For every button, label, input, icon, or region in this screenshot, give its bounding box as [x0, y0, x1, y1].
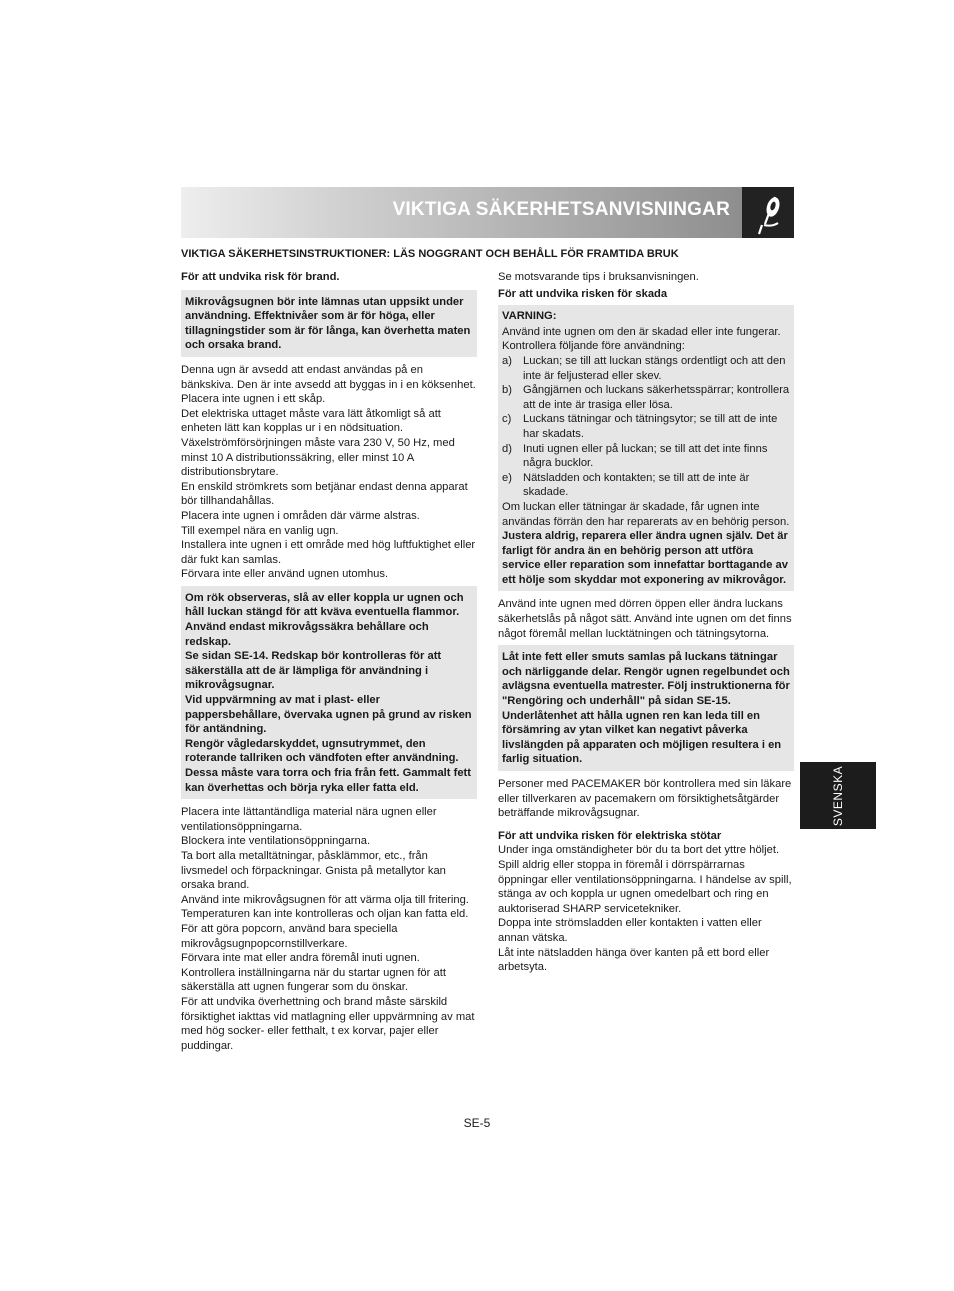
paragraph: Placera inte ugnen i områden där värme alstras. — [181, 509, 420, 522]
pacemaker-paragraph: Personer med PACEMAKER bör kontrollera med sin läkare eller tillverkaren av pacemakern om försiktighetsåtgärder beträffande mikrovågsugnar. — [498, 778, 792, 820]
list-text: Luckans tätningar och tätningsytor; se till att de inte har skadats. — [523, 413, 778, 440]
door-paragraph: Använd inte ugnen med dörren öppen eller ändra luckans säkerhetslås på något sätt. Använd inte ugnen om det finns något föremål mellan lucktätningen och tätningsytorna. — [498, 598, 792, 640]
paragraph: Under inga omständigheter bör du ta bort det yttre höljet. — [498, 844, 780, 857]
right-column — [498, 270, 794, 975]
shock-heading: För att undvika risken för elektriska stötar — [498, 829, 722, 842]
left-column — [181, 270, 477, 1053]
header-banner — [181, 187, 742, 238]
paragraph: Denna ugn är avsedd att endast användas på en bänkskiva. Den är inte avsedd att byggas in i en köksenhet. — [181, 363, 476, 391]
paragraph: Doppa inte strömsladden eller kontakten i vatten eller annan vätska. — [498, 917, 762, 944]
list-item — [502, 442, 790, 471]
smoke-warning-box — [181, 586, 477, 799]
intro-text: Se motsvarande tips i bruksanvisningen. — [498, 271, 699, 283]
usage-paragraphs — [181, 805, 477, 1053]
paragraph: Spill aldrig eller stoppa in föremål i dörrspärrarnas öppningar eller ventilationsöppningarna. I händelse av spill, stänga av och koppla ur ugnen omedelbart och ring en auktoriserad SHARP servicetekniker. — [498, 858, 792, 915]
paragraph: Förvara inte mat eller andra föremål inuti ugnen. — [181, 952, 420, 965]
page-number: SE-5 — [463, 1116, 491, 1130]
installation-paragraphs — [181, 363, 477, 582]
list-marker: b) — [502, 384, 512, 397]
box-text: Rengör vågledarskyddet, ugnsutrymmet, den roterande tallriken och vändfoten efter användning. Dessa måste vara torra och fria från fett. Gammalt fett kan överhettas och börja ryka eller fatta eld. — [185, 737, 472, 794]
paragraph: Ta bort alla metalltätningar, påsklämmor, etc., från livsmedel och förpackningar. Gnista på metallytor kan orsaka brand. — [181, 849, 446, 892]
language-tab — [800, 762, 876, 829]
list-item — [502, 471, 790, 500]
paragraph: Växelströmförsörjningen måste vara 230 V, 50 Hz, med minst 10 A distributionssäkring, eller minst 10 A distributionsbrytare. — [181, 436, 455, 479]
paragraph: Till exempel nära en vanlig ugn. — [181, 524, 339, 537]
list-text: Gångjärnen och luckans säkerhetsspärrar; kontrollera att de inte är trasiga eller lösa. — [523, 384, 790, 411]
fire-heading: För att undvika risk för brand. — [181, 271, 340, 283]
box-text: Låt inte fett eller smuts samlas på luckans tätningar och närliggande delar. Rengör ugnen regelbundet och avlägsna eventuella matrester. Följ instruktionerna för "Rengöring och underhåll" på sidan SE-15. Underlåtenhet att hålla ugnen ren kan leda till en försämring av ytan vilket kan negativt påverka livslängden på apparaten och möjligen resultera i en farlig situation. — [502, 651, 790, 766]
paragraph: Placera inte ugnen i ett skåp. — [181, 393, 326, 406]
box-text: Använd endast mikrovågssäkra behållare och redskap. — [185, 621, 429, 648]
list-text: Luckan; se till att luckan stängs ordentligt och att den inte är feljusterad eller skev. — [523, 354, 786, 382]
list-marker: d) — [502, 442, 512, 455]
list-item — [502, 383, 790, 412]
box-text: Se sidan SE-14. Redskap bör kontrolleras för att säkerställa att de är lämpliga för användning i mikrovågsugnar. — [185, 650, 442, 692]
injury-heading: För att undvika risken för skada — [498, 287, 668, 300]
list-marker: a) — [502, 354, 512, 367]
paragraph: För att göra popcorn, använd bara speciella mikrovågsugnpopcornstillverkare. — [181, 922, 398, 950]
list-text: Inuti ugnen eller på luckan; se till att det inte finns några bucklor. — [523, 442, 768, 470]
paragraph: Det elektriska uttaget måste vara lätt åtkomligt så att enheten lätt kan kopplas ur i en nödsituation. — [181, 407, 441, 435]
safety-subheading: VIKTIGA SÄKERHETSINSTRUKTIONER: LÄS NOGGRANT OCH BEHÅLL FÖR FRAMTIDA BRUK — [181, 248, 679, 260]
warning-after: Om luckan eller tätningar är skadade, får ugnen inte användas förrän den har reparerats av en behörig person. — [502, 500, 790, 528]
note-pen-icon — [742, 187, 794, 238]
paragraph: En enskild strömkrets som betjänar endast denna apparat bör tillhandahållas. — [181, 480, 468, 508]
paragraph: Kontrollera inställningarna när du startar ugnen för att säkerställa att ugnen fungerar som du önskar. — [181, 966, 446, 994]
list-item — [502, 412, 790, 441]
list-marker: c) — [502, 413, 512, 426]
warning-box — [498, 305, 794, 591]
paragraph: För att undvika överhettning och brand måste särskild försiktighet iakttas vid matlagning eller uppvärmning av mat med hög socker- eller fetthalt, t ex korvar, pajer eller puddingar. — [181, 995, 475, 1052]
paragraph: Förvara inte eller använd ugnen utomhus. — [181, 568, 389, 581]
paragraph: Använd inte mikrovågsugnen för att värma olja till fritering. Temperaturen kan inte kontrolleras och oljan kan fatta eld. — [181, 893, 469, 921]
list-item — [502, 354, 790, 383]
list-text: Nätsladden och kontakten; se till att de inte är skadade. — [523, 471, 750, 499]
paragraph: Installera inte ugnen i ett område med hög luftfuktighet eller där fukt kan samlas. — [181, 539, 476, 566]
box-text: Vid uppvärmning av mat i plast- eller pappersbehållare, övervaka ugnen på grund av risken för antändning. — [185, 694, 472, 736]
fat-warning-box — [498, 645, 794, 771]
page-title: VIKTIGA SÄKERHETSANVISNINGAR — [392, 199, 730, 220]
box-text: Om rök observeras, slå av eller koppla ur ugnen och håll luckan stängd för att kväva eventuella flammor. — [185, 591, 464, 619]
warning-bold: Justera aldrig, reparera eller ändra ugnen själv. Det är farligt för andra än en behörig person att utföra service eller reparation som innefattar borttagande av ett hölje som skyddar mot exponering av mikrovågor. — [502, 530, 789, 586]
language-label: SVENSKA — [831, 765, 845, 826]
warning-label: VARNING: — [502, 310, 557, 323]
box-text: Mikrovågsugnen bör inte lämnas utan uppsikt under användning. Effektnivåer som är för höga, eller tillagningstider som är för långa, kan överhetta maten och orsaka brand. — [185, 295, 471, 352]
paragraph: Blockera inte ventilationsöppningarna. — [181, 835, 371, 848]
list-marker: e) — [502, 471, 512, 484]
fire-warning-box — [181, 290, 477, 357]
paragraph: Placera inte lättantändliga material nära ugnen eller ventilationsöppningarna. — [181, 806, 437, 833]
paragraph: Låt inte nätsladden hänga över kanten på ett bord eller arbetsyta. — [498, 946, 770, 974]
warning-intro: Använd inte ugnen om den är skadad eller inte fungerar. Kontrollera följande före användning: — [502, 325, 781, 353]
